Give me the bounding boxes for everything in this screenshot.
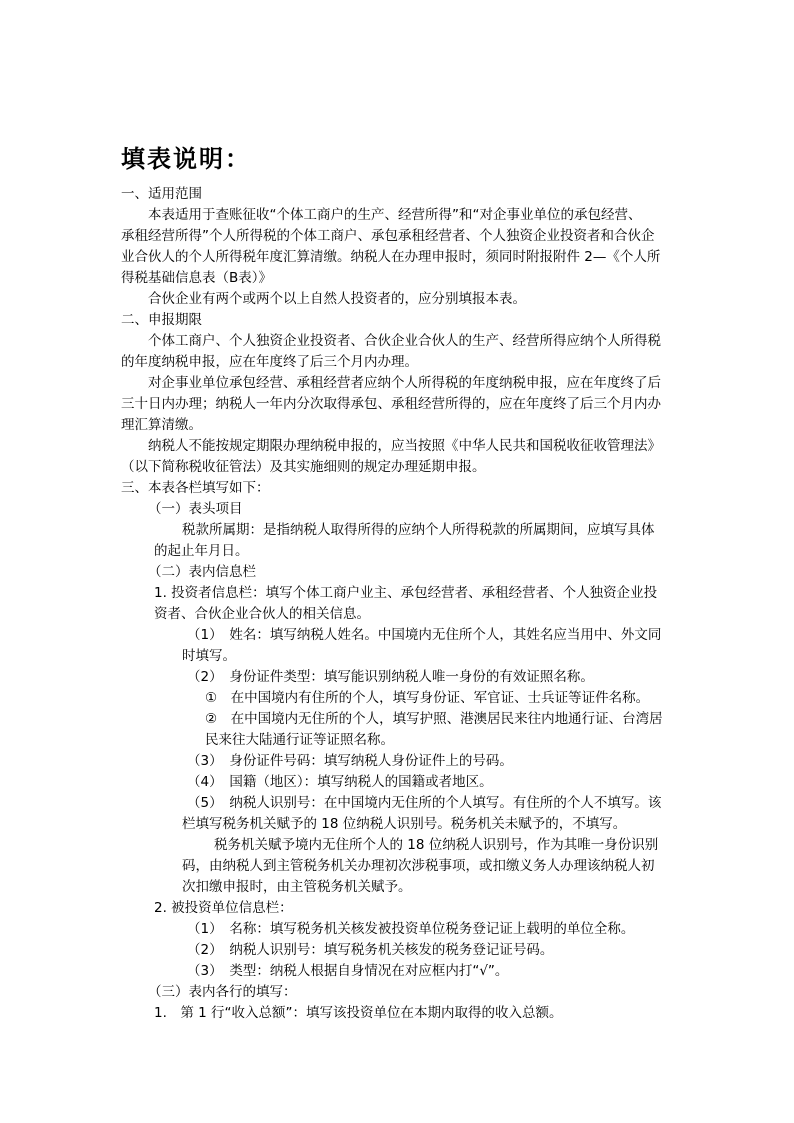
paragraph-line: 业合伙人的个人所得税年度汇算清缴。纳税人在办理申报时，须同时附报附件 2—《个人所	[121, 249, 661, 265]
section-heading-deadline: 二、申报期限	[121, 312, 202, 328]
list-item: （3） 类型：纳税人根据自身情况在对应框内打“√”。	[187, 963, 509, 979]
paragraph-line: 税务机关赋予境内无住所个人的 18 位纳税人识别号，作为其唯一身份识别	[214, 837, 659, 853]
paragraph-line: 的年度纳税申报，应在年度终了后三个月内办理。	[121, 354, 418, 370]
paragraph-line: 对企事业单位承包经营、承租经营者应纳个人所得税的年度纳税申报，应在年度终了后	[148, 375, 661, 391]
paragraph-line: 理汇算清缴。	[121, 417, 202, 433]
subsection-heading: （二）表内信息栏	[148, 564, 256, 580]
paragraph-line: 资者、合伙企业合伙人的相关信息。	[154, 606, 370, 622]
paragraph-line: 纳税人不能按规定期限办理纳税申报的，应当按照《中华人民共和国税收征收管理法》	[148, 438, 661, 454]
paragraph-line: 2. 被投资单位信息栏：	[154, 900, 293, 916]
list-item: 1. 第 1 行“收入总额”：填写该投资单位在本期内取得的收入总额。	[154, 1005, 563, 1021]
section-heading-scope: 一、适用范围	[121, 186, 202, 202]
paragraph-line: 时填写。	[182, 648, 236, 664]
paragraph-line: （以下简称税收征管法）及其实施细则的规定办理延期申报。	[121, 459, 486, 475]
paragraph-line: 个体工商户、个人独资企业投资者、合伙企业合伙人的生产、经营所得应纳个人所得税	[148, 333, 661, 349]
paragraph-line: 合伙企业有两个或两个以上自然人投资者的，应分别填报本表。	[148, 291, 526, 307]
list-item: ② 在中国境内无住所的个人，填写护照、港澳居民来往内地通行证、台湾居	[205, 711, 663, 727]
paragraph-line: 民来往大陆通行证等证照名称。	[205, 732, 394, 748]
paragraph-line: 本表适用于查账征收“个体工商户的生产、经营所得”和“对企事业单位的承包经营、	[148, 207, 642, 223]
subsection-heading: （三）表内各行的填写：	[148, 984, 297, 1000]
subsection-heading: （一）表头项目	[148, 501, 243, 517]
list-item: （1） 名称：填写税务机关核发被投资单位税务登记证上载明的单位全称。	[187, 921, 635, 937]
list-item: （4） 国籍（地区）：填写纳税人的国籍或者地区。	[187, 774, 493, 790]
paragraph-line: 得税基础信息表（B表）》	[121, 270, 273, 286]
paragraph-line: 承租经营所得”个人所得税的个体工商户、承包承租经营者、个人独资企业投资者和合伙企	[121, 228, 655, 244]
list-item: （1） 姓名：填写纳税人姓名。中国境内无住所个人，其姓名应当用中、外文同	[187, 627, 662, 643]
paragraph-line: 三十日内办理；纳税人一年内分次取得承包、承租经营所得的，应在年度终了后三个月内办	[121, 396, 661, 412]
list-item: （2） 纳税人识别号：填写税务机关核发的税务登记证号码。	[187, 942, 554, 958]
paragraph-line: 1. 投资者信息栏：填写个体工商户业主、承包经营者、承租经营者、个人独资企业投	[154, 585, 658, 601]
list-item: ① 在中国境内有住所的个人，填写身份证、军官证、士兵证等证件名称。	[205, 690, 650, 706]
paragraph-line: 税款所属期：是指纳税人取得所得的应纳个人所得税款的所属期间，应填写具体	[182, 522, 655, 538]
section-heading-fields: 三、本表各栏填写如下：	[121, 480, 270, 496]
page-title: 填表说明：	[121, 145, 251, 173]
paragraph-line: 栏填写税务机关赋予的 18 位纳税人识别号。税务机关未赋予的，不填写。	[182, 816, 627, 832]
paragraph-line: 的起止年月日。	[154, 543, 249, 559]
list-item: （3） 身份证件号码：填写纳税人身份证件上的号码。	[187, 753, 513, 769]
list-item: （2） 身份证件类型：填写能识别纳税人唯一身份的有效证照名称。	[187, 669, 594, 685]
paragraph-line: 码，由纳税人到主管税务机关办理初次涉税事项，或扣缴义务人办理该纳税人初	[182, 858, 655, 874]
list-item: （5） 纳税人识别号：在中国境内无住所的个人填写。有住所的个人不填写。该	[187, 795, 662, 811]
paragraph-line: 次扣缴申报时，由主管税务机关赋予。	[182, 879, 412, 895]
